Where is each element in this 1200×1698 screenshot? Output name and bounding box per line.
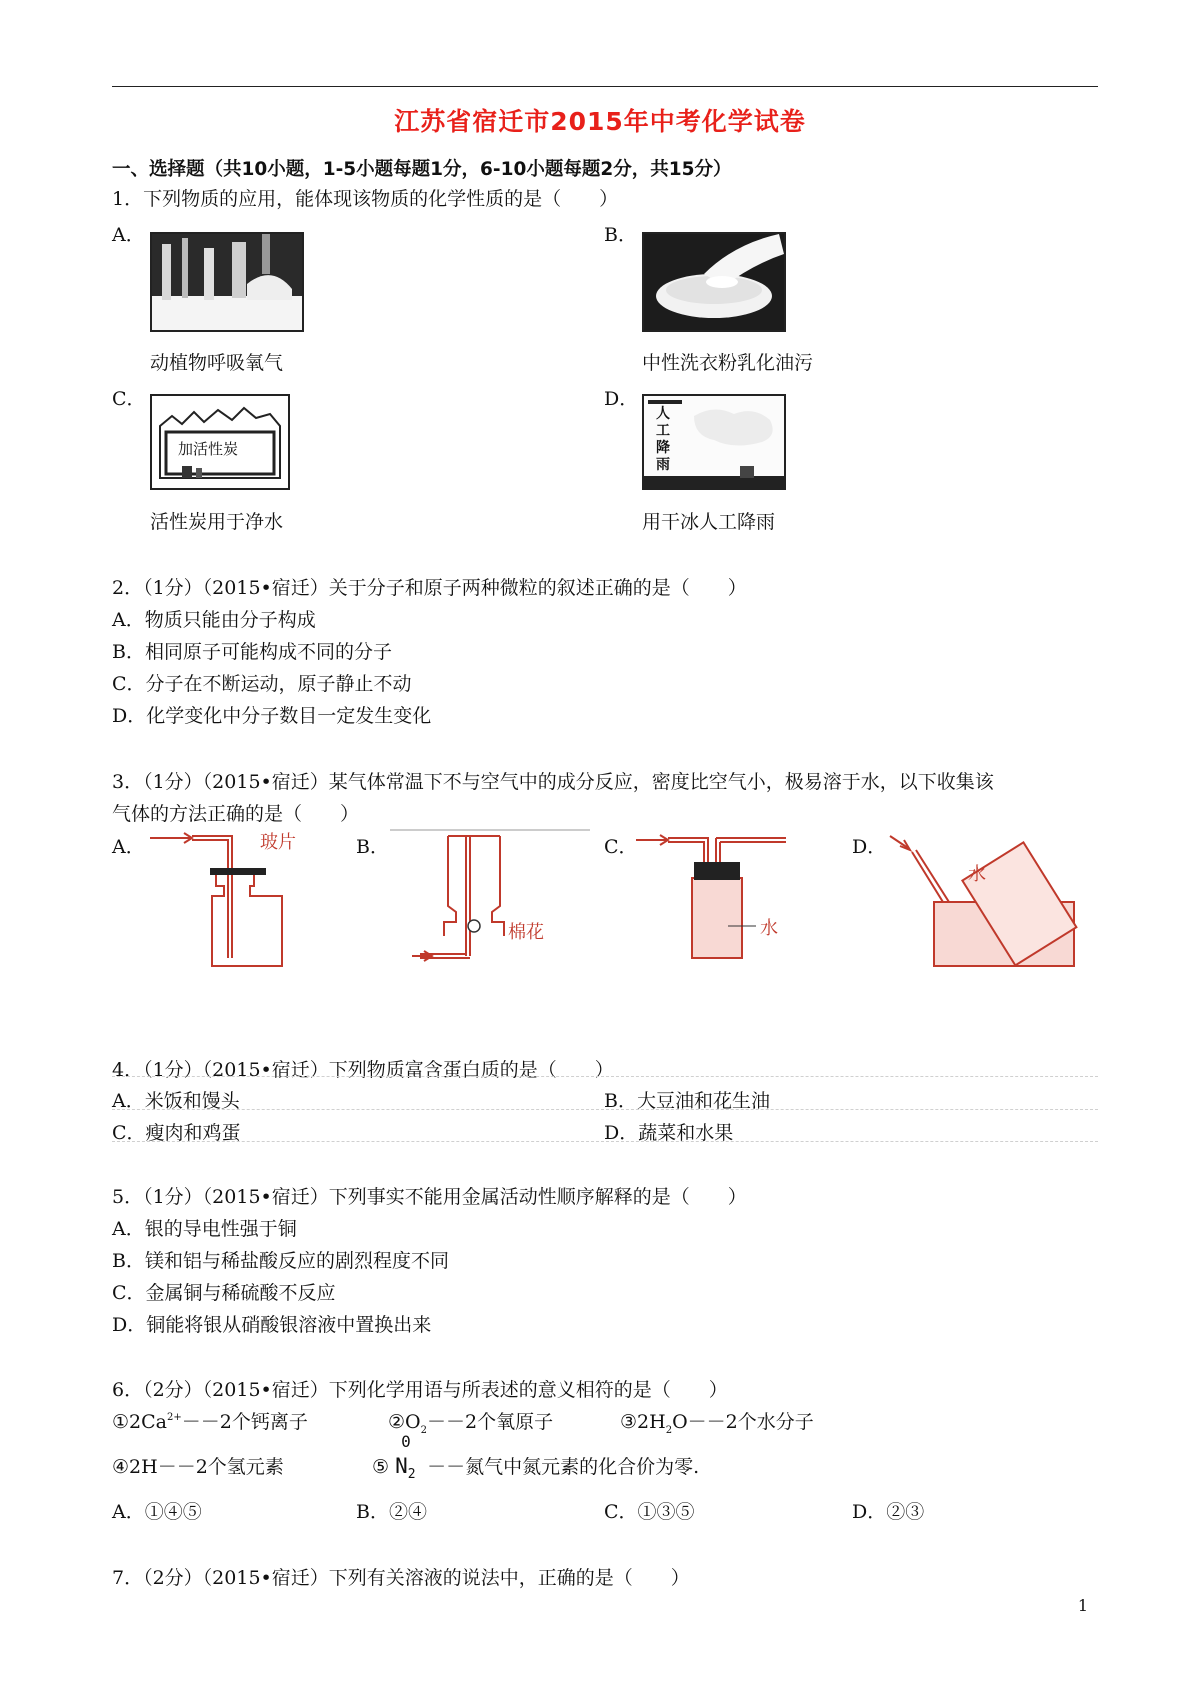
q1-option-d-sign: 人工降雨 xyxy=(656,406,670,473)
q1-option-d-image xyxy=(642,394,786,490)
q6-item-1-formula: ①2Ca xyxy=(112,1411,167,1433)
q7-stem: 7．（2分）（2015•宿迁）下列有关溶液的说法中，正确的是（ ） xyxy=(112,1567,690,1589)
q1-option-d-letter: D． xyxy=(604,388,639,410)
q6-item-1 xyxy=(112,1407,308,1434)
q6-item-2-meaning: －－2个氧原子 xyxy=(427,1411,554,1433)
q4-option-d: D．蔬菜和水果 xyxy=(604,1122,734,1144)
divider xyxy=(112,1141,1098,1142)
q3-option-c-letter: C． xyxy=(604,836,638,858)
q1-option-a-letter: A． xyxy=(112,224,145,246)
q6-item-5-valence: 0 xyxy=(401,1432,411,1451)
q3-option-a-letter: A． xyxy=(112,836,145,858)
q1-option-c-caption: 活性炭用于净水 xyxy=(150,511,284,533)
q1-option-b-letter: B． xyxy=(604,224,637,246)
q4-option-c: C．瘦肉和鸡蛋 xyxy=(112,1122,241,1144)
section-heading: 一、选择题（共10小题，1-5小题每题1分，6-10小题每题2分，共15分） xyxy=(112,159,732,180)
q4-stem: 4．（1分）（2015•宿迁）下列物质富含蛋白质的是（ ） xyxy=(112,1059,614,1081)
q6-item-5 xyxy=(372,1432,700,1482)
q2-option-a: A．物质只能由分子构成 xyxy=(112,609,316,631)
q3-option-d-diagram xyxy=(884,826,1084,976)
q6-item-3 xyxy=(620,1407,814,1436)
divider xyxy=(112,1076,1098,1077)
q1-option-d-caption: 用干冰人工降雨 xyxy=(642,511,776,533)
q1-option-a-image xyxy=(150,232,304,332)
q3-option-a-label: 玻片 xyxy=(260,832,296,853)
q3-option-b-diagram xyxy=(390,826,590,976)
q5-option-b: B．镁和铝与稀盐酸反应的剧烈程度不同 xyxy=(112,1250,449,1272)
q6-option-c: C．①③⑤ xyxy=(604,1501,695,1523)
page-number: 1 xyxy=(1077,1596,1088,1615)
divider xyxy=(112,1109,1098,1110)
q3-stem-line1: 3．（1分）（2015•宿迁）某气体常温下不与空气中的成分反应，密度比空气小，极易溶于水，以下收集该 xyxy=(112,771,994,793)
q3-option-b-letter: B． xyxy=(356,836,389,858)
q5-option-a: A．银的导电性强于铜 xyxy=(112,1218,297,1240)
q6-item-3-meaning: O－－2个水分子 xyxy=(672,1411,814,1433)
q5-stem: 5．（1分）（2015•宿迁）下列事实不能用金属活动性顺序解释的是（ ） xyxy=(112,1186,747,1208)
q6-item-5-symbol: N xyxy=(395,1454,408,1478)
q6-item-3-subscript: 2 xyxy=(665,1424,673,1436)
q3-stem-line2: 气体的方法正确的是（ ） xyxy=(112,803,360,825)
q2-stem: 2．（1分）（2015•宿迁）关于分子和原子两种微粒的叙述正确的是（ ） xyxy=(112,577,747,599)
q6-option-a: A．①④⑤ xyxy=(112,1501,202,1523)
q6-item-3-formula: ③2H xyxy=(620,1411,666,1433)
q6-item-1-charge: 2+ xyxy=(167,1412,182,1423)
header-rule xyxy=(112,86,1098,87)
q4-option-a: A．米饭和馒头 xyxy=(112,1090,240,1112)
q3-option-b-label: 棉花 xyxy=(508,922,544,943)
q6-item-2-formula: ②O xyxy=(388,1411,421,1433)
q3-option-a-diagram xyxy=(150,826,310,976)
q6-item-5-marker: ⑤ xyxy=(372,1456,390,1478)
q6-option-d: D．②③ xyxy=(852,1501,925,1523)
q6-item-4: ④2H－－2个氢元素 xyxy=(112,1456,284,1478)
q3-option-d-label: 水 xyxy=(968,864,986,885)
q1-stem: 1．下列物质的应用，能体现该物质的化学性质的是（ ） xyxy=(112,188,619,210)
q6-item-5-meaning: －－氮气中氮元素的化合价为零. xyxy=(427,1456,700,1478)
q6-stem: 6．（2分）（2015•宿迁）下列化学用语与所表述的意义相符的是（ ） xyxy=(112,1379,728,1401)
q6-item-1-meaning: －－2个钙离子 xyxy=(181,1411,308,1433)
q4-option-b: B．大豆油和花生油 xyxy=(604,1090,770,1112)
q2-option-c: C．分子在不断运动，原子静止不动 xyxy=(112,673,412,695)
q1-option-a-caption: 动植物呼吸氧气 xyxy=(150,352,284,374)
q5-option-c: C．金属铜与稀硫酸不反应 xyxy=(112,1282,336,1304)
q6-item-2 xyxy=(388,1407,553,1436)
q6-item-5-subscript: 2 xyxy=(407,1466,416,1482)
q3-option-c-label: 水 xyxy=(760,918,778,939)
q3-option-d-letter: D． xyxy=(852,836,887,858)
q2-option-b: B．相同原子可能构成不同的分子 xyxy=(112,641,392,663)
q1-option-c-image xyxy=(150,394,290,490)
q3-option-c-diagram xyxy=(636,826,836,976)
q1-option-b-image xyxy=(642,232,786,332)
q1-option-b-caption: 中性洗衣粉乳化油污 xyxy=(642,352,814,374)
q1-option-c-letter: C． xyxy=(112,388,146,410)
q6-item-2-subscript: 2 xyxy=(420,1424,427,1436)
q5-option-d: D．铜能将银从硝酸银溶液中置换出来 xyxy=(112,1314,432,1336)
q1-option-c-sign: 加活性炭 xyxy=(178,440,239,458)
q6-option-b: B．②④ xyxy=(356,1501,427,1523)
q2-option-d: D．化学变化中分子数目一定发生变化 xyxy=(112,705,432,727)
document-title: 江苏省宿迁市2015年中考化学试卷 xyxy=(394,107,806,136)
q6-item-5-formula xyxy=(395,1432,421,1482)
